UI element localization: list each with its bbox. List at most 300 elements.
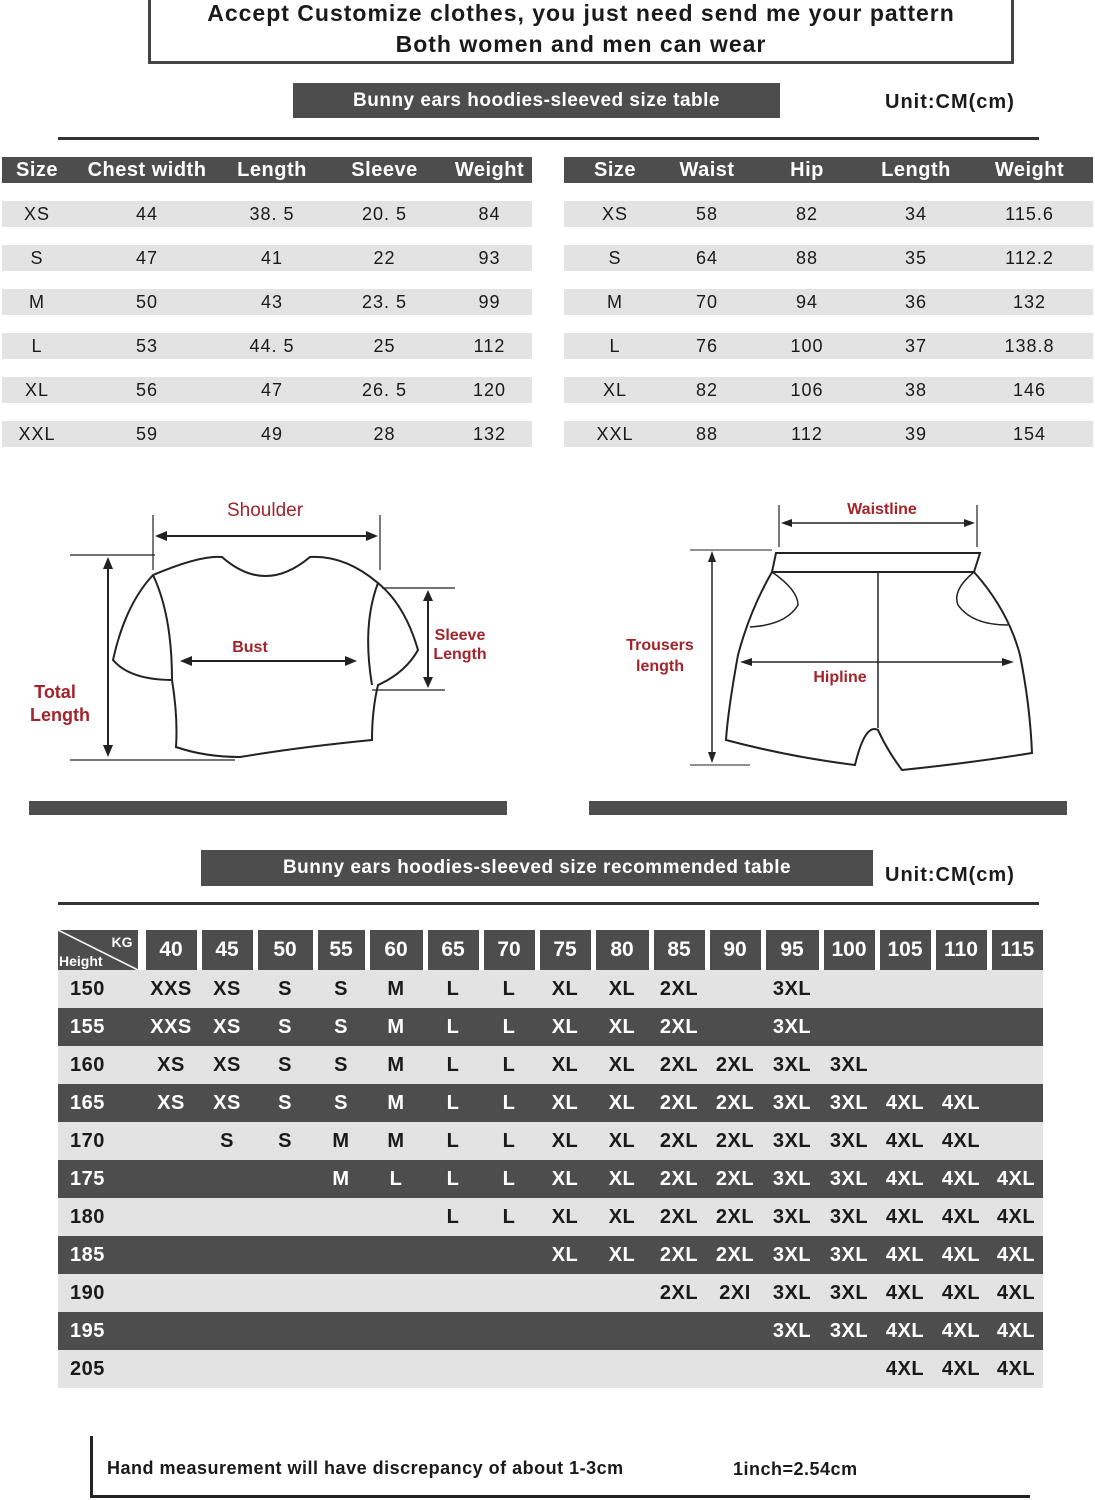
size-cell: 4XL [989,1198,1043,1236]
weight-header-115: 115 [989,930,1043,970]
size-cell: XS [143,1084,199,1122]
top-cell: 120 [447,377,532,403]
size-cell [199,1312,255,1350]
sleeve-label: Sleeve [434,627,486,644]
height-cell: 205 [58,1350,143,1388]
recommend-row [58,1312,1043,1350]
height-cell: 155 [58,1008,143,1046]
footer-note: Hand measurement will have discrepancy of about 1-3cm [107,1458,624,1478]
bottom-cell: 38 [866,377,966,403]
bottom-cell: 94 [748,289,866,315]
size-cell: M [367,1046,425,1084]
size-cell: L [425,970,481,1008]
row-gap [2,183,532,201]
size-cell: 3XL [763,1122,821,1160]
size-cell: 4XL [989,1350,1043,1388]
size-cell: 3XL [821,1160,877,1198]
height-cell: 175 [58,1160,143,1198]
top-cell: 132 [447,421,532,447]
size-table-banner: Bunny ears hoodies-sleeved size table [293,83,780,118]
bottom-cell: 112 [748,421,866,447]
size-cell: 3XL [763,1008,821,1046]
top-cell: 50 [72,289,222,315]
table-row [564,289,1093,315]
size-cell [989,1122,1043,1160]
bottom-header-cell: Waist [666,157,748,183]
recommend-banner: Bunny ears hoodies-sleeved size recommended table [201,850,873,886]
weight-header-105: 105 [877,930,933,970]
top-cell: 47 [222,377,322,403]
size-cell [989,1084,1043,1122]
size-cell: XL [537,1198,593,1236]
size-cell [707,970,763,1008]
weight-header-100: 100 [821,930,877,970]
recommend-row [58,1122,1043,1160]
waistline-label: Waistline [847,501,917,518]
bottom-cell: L [564,333,666,359]
size-cell: 3XL [763,1046,821,1084]
row-gap [564,315,1093,333]
size-cell [143,1274,199,1312]
size-cell: XL [537,1084,593,1122]
shirt-diagram-bar [29,801,507,815]
size-cell: S [199,1122,255,1160]
size-cell [593,1350,651,1388]
recommend-row [58,1008,1043,1046]
bottom-header-cell: Weight [966,157,1093,183]
size-cell: XL [593,1122,651,1160]
size-cell [255,1312,315,1350]
top-cell: 59 [72,421,222,447]
weight-header-75: 75 [537,930,593,970]
size-cell: 4XL [933,1198,989,1236]
size-cell [143,1198,199,1236]
size-cell: XL [537,1160,593,1198]
bottom-cell: S [564,245,666,271]
total-length-label: Length [30,705,90,725]
size-cell [199,1350,255,1388]
bottom-header-cell: Length [866,157,966,183]
size-cell: XXS [143,1008,199,1046]
size-cell: L [481,1198,537,1236]
gap-cell [564,227,1093,245]
table-row [564,377,1093,403]
size-cell: 4XL [933,1350,989,1388]
table-row [564,333,1093,359]
bottom-cell: 82 [666,377,748,403]
footer-left-rule [90,1436,93,1498]
size-cell: 2XI [707,1274,763,1312]
size-cell [425,1312,481,1350]
weight-header-110: 110 [933,930,989,970]
top-cell: 26. 5 [322,377,447,403]
height-cell: 185 [58,1236,143,1274]
height-cell: 190 [58,1274,143,1312]
size-cell: S [315,1046,367,1084]
height-cell: 170 [58,1122,143,1160]
weight-header-95: 95 [763,930,821,970]
recommend-row [58,1046,1043,1084]
bottom-cell: 112.2 [966,245,1093,271]
size-cell [367,1312,425,1350]
size-cell [143,1122,199,1160]
bottom-cell: XS [564,201,666,227]
size-cell: S [315,970,367,1008]
bottom-cell: M [564,289,666,315]
size-cell [143,1160,199,1198]
weight-header-65: 65 [425,930,481,970]
bust-label: Bust [232,639,268,656]
weight-header-50: 50 [255,930,315,970]
corner-height: Height [59,953,103,969]
size-cell: 4XL [989,1160,1043,1198]
bottom-cell: 88 [748,245,866,271]
size-cell: L [425,1084,481,1122]
size-cell: L [481,1122,537,1160]
sleeve-length-label: Length [433,646,487,663]
size-cell [933,970,989,1008]
weight-header-90: 90 [707,930,763,970]
bottom-size-table [564,157,1093,447]
size-cell: 2XL [651,1198,707,1236]
top-cell: 84 [447,201,532,227]
height-cell: 180 [58,1198,143,1236]
recommend-row [58,1350,1043,1388]
height-cell: 195 [58,1312,143,1350]
row-gap [564,403,1093,421]
size-cell [199,1160,255,1198]
top-cell: 56 [72,377,222,403]
weight-header-45: 45 [199,930,255,970]
size-cell [877,970,933,1008]
size-cell: 4XL [877,1236,933,1274]
size-cell: L [481,1046,537,1084]
size-cell [315,1274,367,1312]
size-cell [763,1350,821,1388]
size-cell: 3XL [821,1236,877,1274]
size-cell [989,1008,1043,1046]
shoulder-label: Shoulder [226,500,304,521]
height-cell: 160 [58,1046,143,1084]
size-cell: 4XL [877,1122,933,1160]
recommend-row [58,1274,1043,1312]
size-cell: 3XL [821,1274,877,1312]
size-cell [877,1008,933,1046]
pants-diagram [690,495,1040,780]
size-cell [367,1350,425,1388]
top-cell: 28 [322,421,447,447]
top-cell: 25 [322,333,447,359]
table-row [2,377,532,403]
size-cell: 3XL [763,970,821,1008]
top-cell: S [2,245,72,271]
size-cell: 2XL [651,970,707,1008]
footer-bottom-rule [90,1495,1030,1498]
corner-cell [58,930,143,970]
header-line-2: Both women and men can wear [395,31,767,57]
top-cell: 20. 5 [322,201,447,227]
row-gap [2,271,532,289]
bottom-cell: 88 [666,421,748,447]
bottom-header-cell: Hip [748,157,866,183]
bottom-cell: 36 [866,289,966,315]
size-cell: L [425,1122,481,1160]
size-cell: 4XL [877,1160,933,1198]
gap-cell [2,183,532,201]
size-cell: S [255,970,315,1008]
size-cell: 2XL [707,1084,763,1122]
size-cell: XL [537,1046,593,1084]
size-cell: 3XL [821,1122,877,1160]
row-gap [2,227,532,245]
size-cell [481,1350,537,1388]
weight-header-70: 70 [481,930,537,970]
hipline-label: Hipline [813,669,867,686]
bottom-cell: 39 [866,421,966,447]
row-gap [2,315,532,333]
size-cell [537,1350,593,1388]
size-cell: M [367,1122,425,1160]
size-cell: S [315,1008,367,1046]
top-cell: 23. 5 [322,289,447,315]
gap-cell [2,359,532,377]
size-cell [537,1274,593,1312]
size-cell: 4XL [989,1312,1043,1350]
size-cell [143,1236,199,1274]
size-cell [989,1046,1043,1084]
top-cell: XS [2,201,72,227]
size-cell: 2XL [707,1198,763,1236]
size-cell: 4XL [933,1312,989,1350]
size-cell [199,1236,255,1274]
size-cell: XS [199,1046,255,1084]
size-cell [821,970,877,1008]
size-cell: 4XL [989,1236,1043,1274]
size-cell: 4XL [933,1274,989,1312]
height-cell: 165 [58,1084,143,1122]
table-row [564,421,1093,447]
size-cell: 4XL [877,1312,933,1350]
row-gap [564,227,1093,245]
size-cell: 4XL [877,1274,933,1312]
size-cell [877,1046,933,1084]
size-cell: XS [143,1046,199,1084]
size-cell: L [481,1008,537,1046]
size-cell: XL [593,1198,651,1236]
size-cell [315,1198,367,1236]
size-cell [367,1236,425,1274]
size-cell [315,1236,367,1274]
bottom-cell: 58 [666,201,748,227]
recommend-table [58,930,1043,1388]
top-cell: 112 [447,333,532,359]
size-cell: 3XL [763,1236,821,1274]
bottom-cell: 100 [748,333,866,359]
size-cell: M [367,1084,425,1122]
size-cell: 2XL [707,1236,763,1274]
gap-cell [564,359,1093,377]
recommend-row [58,1084,1043,1122]
size-cell [367,1274,425,1312]
size-cell [821,1350,877,1388]
size-cell: XXS [143,970,199,1008]
size-cell [989,970,1043,1008]
table-row [2,333,532,359]
bottom-cell: 70 [666,289,748,315]
top-cell: 44. 5 [222,333,322,359]
size-cell [481,1312,537,1350]
size-cell [255,1350,315,1388]
row-gap [2,359,532,377]
size-cell: S [255,1008,315,1046]
size-cell: 2XL [651,1122,707,1160]
size-cell [933,1046,989,1084]
top-header-cell: Sleeve [322,157,447,183]
size-cell: 4XL [877,1084,933,1122]
top-header-cell: Weight [447,157,532,183]
size-cell: S [255,1084,315,1122]
top-cell: M [2,289,72,315]
size-cell: XS [199,1084,255,1122]
gap-cell [2,271,532,289]
size-cell [315,1312,367,1350]
gap-cell [564,271,1093,289]
table-row [2,421,532,447]
height-cell: 150 [58,970,143,1008]
size-cell: 4XL [933,1160,989,1198]
recommend-unit: Unit:CM(cm) [885,864,1015,886]
table-row [2,245,532,271]
size-cell [821,1008,877,1046]
top-cell: XL [2,377,72,403]
size-cell: S [315,1084,367,1122]
footer-inch: 1inch=2.54cm [733,1459,858,1479]
divider-rule [58,137,1039,140]
bottom-cell: XL [564,377,666,403]
size-cell [933,1008,989,1046]
size-cell: M [367,1008,425,1046]
gap-cell [2,315,532,333]
size-cell: 2XL [651,1274,707,1312]
size-cell [255,1198,315,1236]
size-cell [255,1160,315,1198]
top-cell: 38. 5 [222,201,322,227]
bottom-cell: 76 [666,333,748,359]
top-cell: 41 [222,245,322,271]
trousers-label: Trousers [626,637,694,654]
size-cell [481,1274,537,1312]
size-cell: XL [593,1046,651,1084]
bottom-cell: 64 [666,245,748,271]
size-cell: L [481,1084,537,1122]
row-gap [564,183,1093,201]
size-cell [315,1350,367,1388]
weight-header-40: 40 [143,930,199,970]
size-cell: L [425,1008,481,1046]
table-row [564,201,1093,227]
table-row [2,289,532,315]
size-cell [367,1198,425,1236]
bottom-cell: 34 [866,201,966,227]
top-header-cell: Size [2,157,72,183]
bottom-cell: 138.8 [966,333,1093,359]
recommend-row [58,1198,1043,1236]
size-cell: S [255,1122,315,1160]
top-cell: 49 [222,421,322,447]
size-cell: 2XL [707,1122,763,1160]
header-box [148,0,1014,64]
weight-header-60: 60 [367,930,425,970]
size-cell [593,1274,651,1312]
total-label: Total [34,682,76,702]
size-cell [425,1274,481,1312]
size-cell [707,1312,763,1350]
bottom-cell: 37 [866,333,966,359]
size-cell: 3XL [763,1198,821,1236]
size-cell: M [315,1122,367,1160]
size-cell: XL [593,1236,651,1274]
size-cell: XL [537,1008,593,1046]
size-cell: 2XL [707,1160,763,1198]
bottom-cell: 35 [866,245,966,271]
bottom-cell: 106 [748,377,866,403]
size-cell: 3XL [763,1274,821,1312]
top-size-table [2,157,532,447]
size-cell [707,1350,763,1388]
size-cell: 2XL [651,1236,707,1274]
top-cell: 47 [72,245,222,271]
size-cell [651,1312,707,1350]
top-cell: 53 [72,333,222,359]
size-cell: 2XL [651,1160,707,1198]
gap-cell [564,315,1093,333]
size-cell [143,1312,199,1350]
trousers-length-label: length [636,658,684,675]
size-cell [255,1236,315,1274]
size-cell: 3XL [821,1084,877,1122]
recommend-row [58,1160,1043,1198]
size-cell [537,1312,593,1350]
size-cell: XL [593,970,651,1008]
size-cell: 2XL [651,1084,707,1122]
size-cell [593,1312,651,1350]
table-row [564,245,1093,271]
gap-cell [564,403,1093,421]
bottom-cell: 146 [966,377,1093,403]
weight-header-85: 85 [651,930,707,970]
divider-rule-2 [58,902,1039,905]
row-gap [564,271,1093,289]
bottom-cell: 132 [966,289,1093,315]
size-cell: 3XL [821,1312,877,1350]
size-cell [707,1008,763,1046]
gap-cell [564,183,1093,201]
corner-kg: KG [111,934,133,950]
size-cell: XL [537,1236,593,1274]
size-cell: 3XL [821,1198,877,1236]
size-cell: XL [593,1084,651,1122]
size-cell: 2XL [707,1046,763,1084]
pants-diagram-bar [589,801,1067,815]
bottom-cell: 82 [748,201,866,227]
size-cell: XS [199,970,255,1008]
row-gap [2,403,532,421]
top-cell: XXL [2,421,72,447]
size-cell: 3XL [763,1084,821,1122]
size-cell [481,1236,537,1274]
bottom-header-cell: Size [564,157,666,183]
size-cell [255,1274,315,1312]
